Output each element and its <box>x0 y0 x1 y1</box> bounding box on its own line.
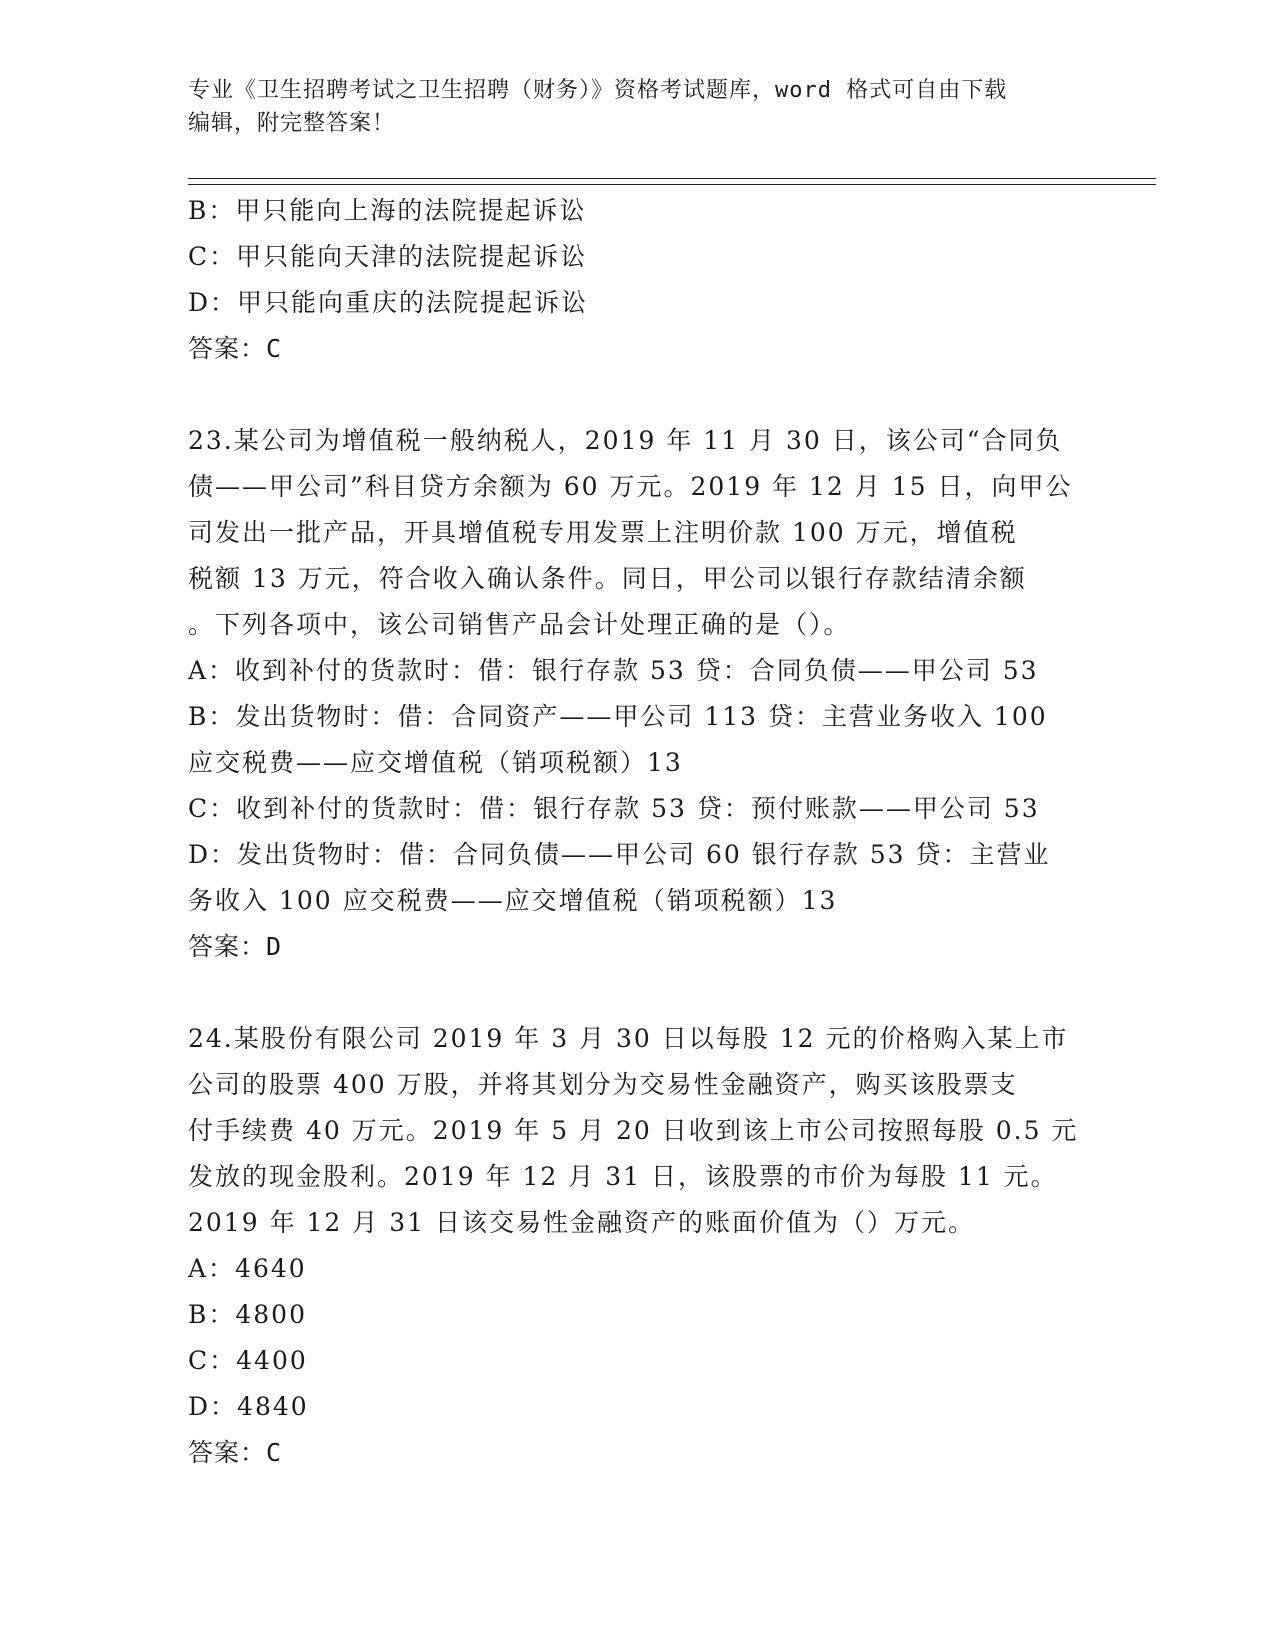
answer-line: 答案：C <box>188 334 283 363</box>
question-22-tail <box>188 188 1088 372</box>
question-24 <box>188 1016 1088 1476</box>
header-divider-bottom <box>188 184 1156 185</box>
option-line: B：发出货物时：借：合同资产——甲公司 113 贷：主营业务收入 100 <box>188 702 1048 731</box>
answer-line: 答案：C <box>188 1438 283 1467</box>
header-line-1: 专业《卫生招聘考试之卫生招聘（财务）》资格考试题库，word 格式可自由下载 <box>188 78 1008 103</box>
spacer <box>188 970 1088 1016</box>
option-line: A：4640 <box>188 1254 307 1283</box>
header-line-2: 编辑，附完整答案！ <box>188 111 396 136</box>
header-divider-top <box>188 178 1156 179</box>
document-body <box>188 188 1088 1476</box>
option-line: B：4800 <box>188 1300 307 1329</box>
document-header <box>188 74 1088 140</box>
option-line: D：甲只能向重庆的法院提起诉讼 <box>188 288 589 317</box>
option-line: B：甲只能向上海的法院提起诉讼 <box>188 196 587 225</box>
option-line: 务收入 100 应交税费——应交增值税（销项税额）13 <box>188 886 838 915</box>
option-line: A：收到补付的货款时：借：银行存款 53 贷：合同负债——甲公司 53 <box>188 656 1039 685</box>
option-line: C：收到补付的货款时：借：银行存款 53 贷：预付账款——甲公司 53 <box>188 794 1040 823</box>
question-stem-line: 2019 年 12 月 31 日该交易性金融资产的账面价值为（）万元。 <box>188 1208 975 1237</box>
question-stem-line: 付手续费 40 万元。2019 年 5 月 20 日收到该上市公司按照每股 0.5 元 <box>188 1116 1079 1145</box>
option-line: D：发出货物时：借：合同负债——甲公司 60 银行存款 53 贷：主营业 <box>188 840 1051 869</box>
question-stem-line: 债——甲公司”科目贷方余额为 60 万元。2019 年 12 月 15 日，向甲公 <box>188 472 1073 501</box>
answer-line: 答案：D <box>188 932 283 961</box>
spacer <box>188 372 1088 418</box>
question-stem-line: 公司的股票 400 万股，并将其划分为交易性金融资产，购买该股票支 <box>188 1070 1018 1099</box>
question-stem-line: 司发出一批产品，开具增值税专用发票上注明价款 100 万元，增值税 <box>188 518 1018 547</box>
question-stem-line: 。下列各项中，该公司销售产品会计处理正确的是（）。 <box>188 610 851 639</box>
option-line: C：甲只能向天津的法院提起诉讼 <box>188 242 588 271</box>
option-line: D：4840 <box>188 1392 309 1421</box>
question-23 <box>188 418 1088 970</box>
question-stem-line: 税额 13 万元，符合收入确认条件。同日，甲公司以银行存款结清余额 <box>188 564 1027 593</box>
question-stem-line: 24.某股份有限公司 2019 年 3 月 30 日以每股 12 元的价格购入某上市 <box>188 1024 1069 1053</box>
question-stem-line: 发放的现金股利。2019 年 12 月 31 日，该股票的市价为每股 11 元。 <box>188 1162 1058 1191</box>
option-line: 应交税费——应交增值税（销项税额）13 <box>188 748 683 777</box>
option-line: C：4400 <box>188 1346 308 1375</box>
question-stem-line: 23.某公司为增值税一般纳税人，2019 年 11 月 30 日，该公司“合同负 <box>188 426 1063 455</box>
